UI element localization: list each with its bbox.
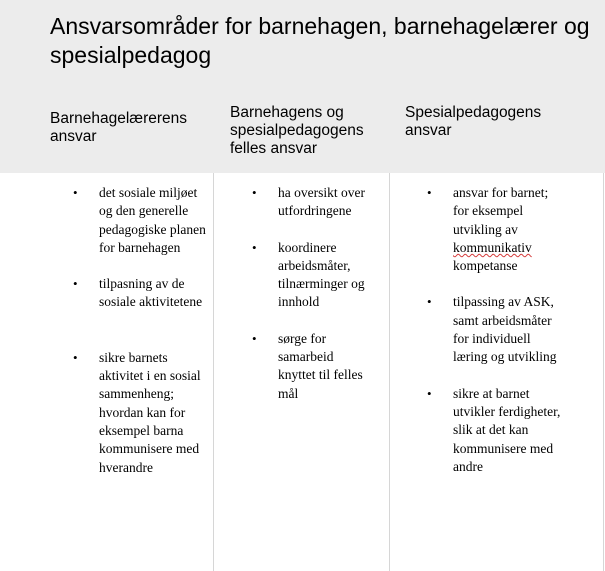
list-item-text: ansvar for barnet; for eksempel utvikling av [453, 185, 549, 237]
column-divider [389, 173, 390, 571]
spesialpedagog-list [427, 184, 562, 476]
list-item-text: kompetanse [453, 258, 518, 274]
list-item [427, 184, 562, 275]
column-heading-spesialpedagog: Spesialpedagogens ansvar [405, 104, 542, 139]
list-item: • tilpasning av de sosiale aktivitetene [73, 275, 210, 312]
page-title: Ansvarsområder for barnehagen, barnehagelærer og spesialpedagog [50, 13, 590, 68]
list-item: • sørge for samarbeid knyttet til felles mål [252, 330, 374, 403]
list-item: • tilpassing av ASK, samt arbeidsmåter for individuell læring og utvikling [427, 293, 562, 366]
list-item: • sikre at barnet utvikler ferdigheter, slik at det kan kommunisere med andre [427, 385, 562, 476]
spellcheck-word: kommunikativ [453, 239, 532, 255]
column-divider [213, 173, 214, 571]
list-item: • ha oversikt over utfordringene [252, 184, 374, 221]
list-item: • koordinere arbeidsmåter, tilnærminger og innhold [252, 239, 374, 312]
column-heading-felles: Barnehagens og spesialpedagogens felles ansvar [230, 104, 364, 157]
column-heading-barnehagelaerer: Barnehagelærerens ansvar [50, 110, 188, 145]
column-divider [603, 173, 604, 571]
felles-list [252, 184, 374, 403]
list-item: • det sosiale miljøet og den generelle pedagogiske planen for barnehagen [73, 184, 210, 257]
list-item: • sikre barnets aktivitet i en sosial sammenheng; hvordan kan for eksempel barna kommunisere med hverandre [73, 349, 210, 477]
barnehagelaerer-list [73, 184, 210, 477]
